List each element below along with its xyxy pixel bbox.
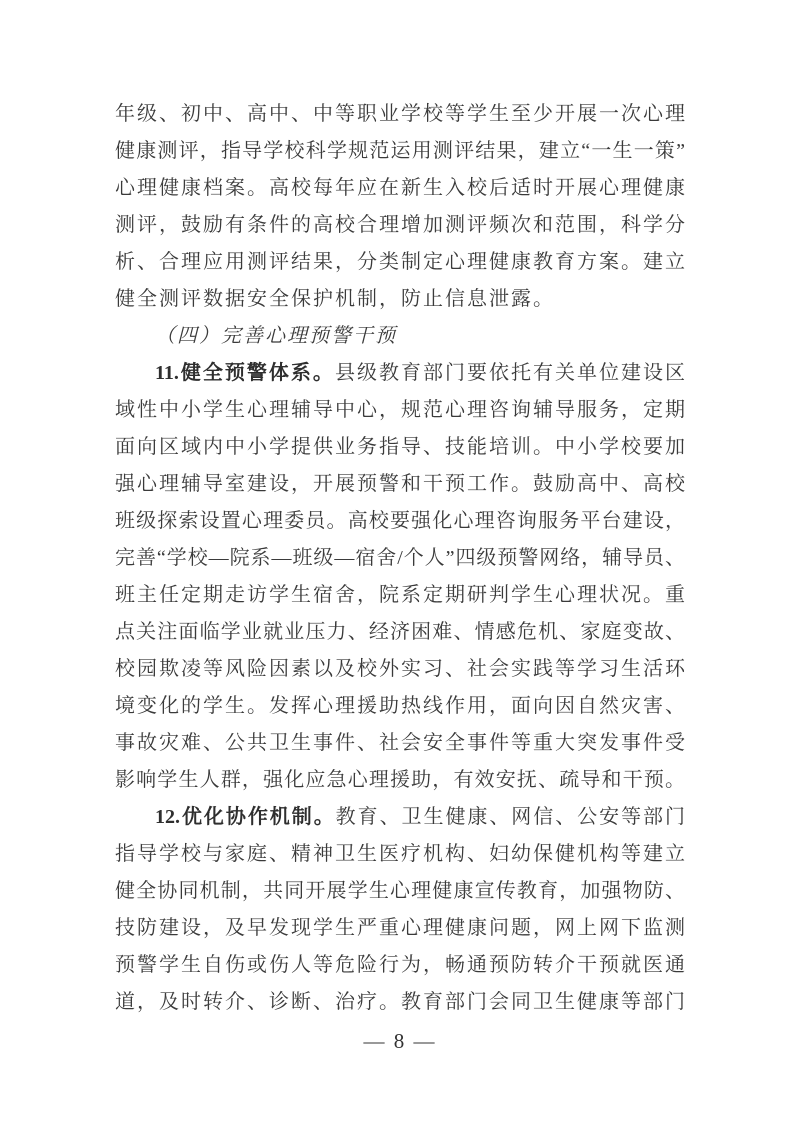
numbered-item-lead: 11.健全预警体系。 (155, 362, 335, 384)
line-text: 事故灾难、公共卫生事件、社会安全事件等重大突发事件受 (115, 732, 685, 754)
line-text: 析、合理应用测评结果，分类制定心理健康教育方案。建立 (115, 251, 685, 273)
line-text: 心理健康档案。高校每年应在新生入校后适时开展心理健康 (115, 177, 685, 199)
line-text: 域性中小学生心理辅导中心，规范心理咨询辅导服务，定期 (115, 399, 685, 421)
text-line (115, 207, 685, 244)
line-text: （四）完善心理预警干预 (155, 325, 397, 347)
document-body (115, 96, 685, 1021)
line-text: 校园欺凌等风险因素以及校外实习、社会实践等学习生活环 (115, 658, 685, 680)
text-line (115, 96, 685, 133)
line-text: 年级、初中、高中、中等职业学校等学生至少开展一次心理 (115, 103, 685, 125)
line-text: 道，及时转介、诊断、治疗。教育部门会同卫生健康等部门 (115, 991, 685, 1013)
text-line (115, 392, 685, 429)
page-number: — 8 — (363, 1029, 437, 1053)
line-text: 健全测评数据安全保护机制，防止信息泄露。 (115, 288, 555, 310)
line-text: 班级探索设置心理委员。高校要强化心理咨询服务平台建设， (115, 510, 685, 532)
text-line (115, 984, 685, 1021)
line-text: 点关注面临学业就业压力、经济困难、情感危机、家庭变故、 (115, 621, 685, 643)
text-line (115, 688, 685, 725)
text-line (115, 244, 685, 281)
line-text: 教育、卫生健康、网信、公安等部门 (335, 806, 685, 828)
text-line (115, 762, 685, 799)
line-text: 健全协同机制，共同开展学生心理健康宣传教育，加强物防、 (115, 880, 685, 902)
line-text: 班主任定期走访学生宿舍，院系定期研判学生心理状况。重 (115, 584, 685, 606)
line-text: 技防建设，及早发现学生严重心理健康问题，网上网下监测 (115, 917, 685, 939)
text-line (115, 540, 685, 577)
text-line (115, 725, 685, 762)
line-text: 预警学生自伤或伤人等危险行为，畅通预防转介干预就医通 (115, 954, 685, 976)
text-line (115, 873, 685, 910)
text-line (115, 133, 685, 170)
text-line (115, 281, 685, 318)
line-text: 境变化的学生。发挥心理援助热线作用，面向因自然灾害、 (115, 695, 685, 717)
text-line (115, 947, 685, 984)
line-text: 面向区域内中小学提供业务指导、技能培训。中小学校要加 (115, 436, 685, 458)
line-text: 指导学校与家庭、精神卫生医疗机构、妇幼保健机构等建立 (115, 843, 685, 865)
section-heading (115, 318, 685, 355)
numbered-item-lead: 12.优化协作机制。 (155, 806, 336, 828)
text-line (115, 910, 685, 947)
line-text: 县级教育部门要依托有关单位建设区 (334, 362, 685, 384)
line-text: 测评，鼓励有条件的高校合理增加测评频次和范围，科学分 (115, 214, 685, 236)
text-line (115, 836, 685, 873)
text-line (115, 503, 685, 540)
line-text: 强心理辅导室建设，开展预警和干预工作。鼓励高中、高校 (115, 473, 685, 495)
text-line (115, 466, 685, 503)
text-line (115, 651, 685, 688)
text-line (115, 355, 685, 392)
line-text: 完善“学校—院系—班级—宿舍/个人”四级预警网络，辅导员、 (115, 547, 685, 569)
text-line (115, 614, 685, 651)
text-line (115, 799, 685, 836)
text-line (115, 429, 685, 466)
line-text: 健康测评，指导学校科学规范运用测评结果，建立“一生一策” (115, 140, 685, 162)
line-text: 影响学生人群，强化应急心理援助，有效安抚、疏导和干预。 (115, 769, 685, 791)
text-line (115, 170, 685, 207)
text-line (115, 577, 685, 614)
